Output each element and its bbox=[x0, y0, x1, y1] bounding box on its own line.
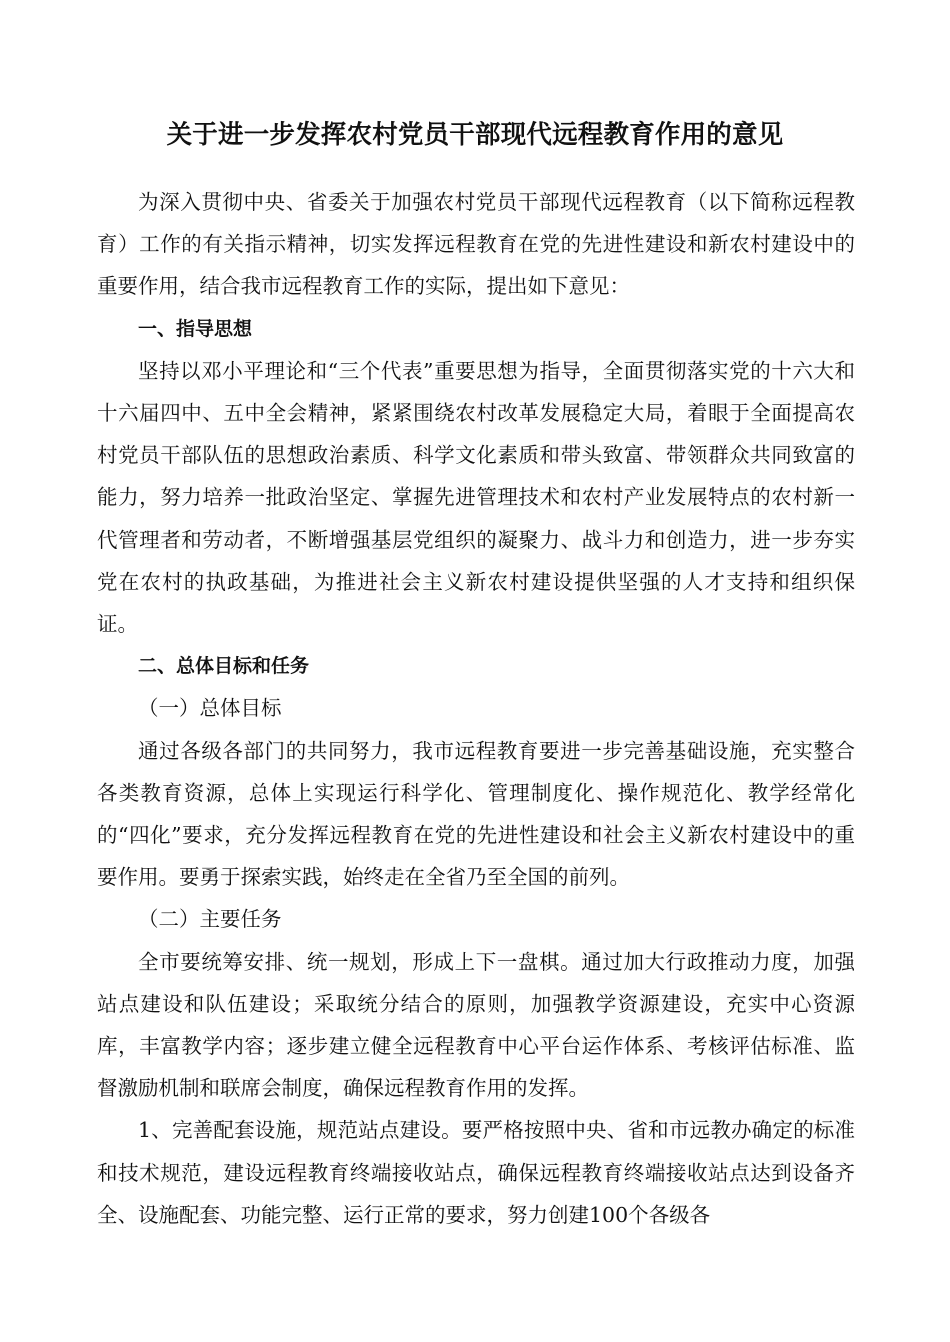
task-1-paragraph: 1、完善配套设施，规范站点建设。要严格按照中央、省和市远教办确定的标准和技术规范，建设远程教育终端接收站点，确保远程教育终端接收站点达到设备齐全、设施配套、功能完整、运行正常的要求，努力创建100个各级各 bbox=[97, 1118, 855, 1227]
main-tasks-paragraph: 全市要统筹安排、统一规划，形成上下一盘棋。通过加大行政推动力度，加强站点建设和队伍建设；采取统分结合的原则，加强教学资源建设，充实中心资源库，丰富教学内容；逐步建立健全远程教育中心平台运作体系、考核评估标准、监督激励机制和联席会制度，确保远程教育作用的发挥。 bbox=[97, 949, 855, 1101]
document-body bbox=[97, 181, 855, 1236]
overall-goal-paragraph: 通过各级各部门的共同努力，我市远程教育要进一步完善基础设施，充实整合各类教育资源，总体上实现运行科学化、管理制度化、操作规范化、教学经常化的“四化”要求，充分发挥远程教育在党的先进性建设和社会主义新农村建设中的重要作用。要勇于探索实践，始终走在全省乃至全国的前列。 bbox=[97, 738, 855, 890]
subheading-overall-goal: （一）总体目标 bbox=[138, 696, 282, 721]
section-heading-guiding-ideology: 一、指导思想 bbox=[138, 317, 253, 340]
guiding-ideology-paragraph: 坚持以邓小平理论和“三个代表”重要思想为指导，全面贯彻落实党的十六大和十六届四中、五中全会精神，紧紧围绕农村改革发展稳定大局，着眼于全面提高农村党员干部队伍的思想政治素质、科学文化素质和带头致富、带领群众共同致富的能力，努力培养一批政治坚定、掌握先进管理技术和农村产业发展特点的农村新一代管理者和劳动者，不断增强基层党组织的凝聚力、战斗力和创造力，进一步夯实党在农村的执政基础，为推进社会主义新农村建设提供坚强的人才支持和组织保证。 bbox=[97, 358, 855, 637]
section-heading-goals-and-tasks: 二、总体目标和任务 bbox=[138, 655, 310, 678]
intro-paragraph: 为深入贯彻中央、省委关于加强农村党员干部现代远程教育（以下简称远程教育）工作的有关指示精神，切实发挥远程教育在党的先进性建设和新农村建设中的重要作用，结合我市远程教育工作的实际，提出如下意见： bbox=[97, 190, 855, 299]
subheading-main-tasks: （二）主要任务 bbox=[138, 907, 282, 932]
document-title: 关于进一步发挥农村党员干部现代远程教育作用的意见 bbox=[166, 120, 784, 150]
